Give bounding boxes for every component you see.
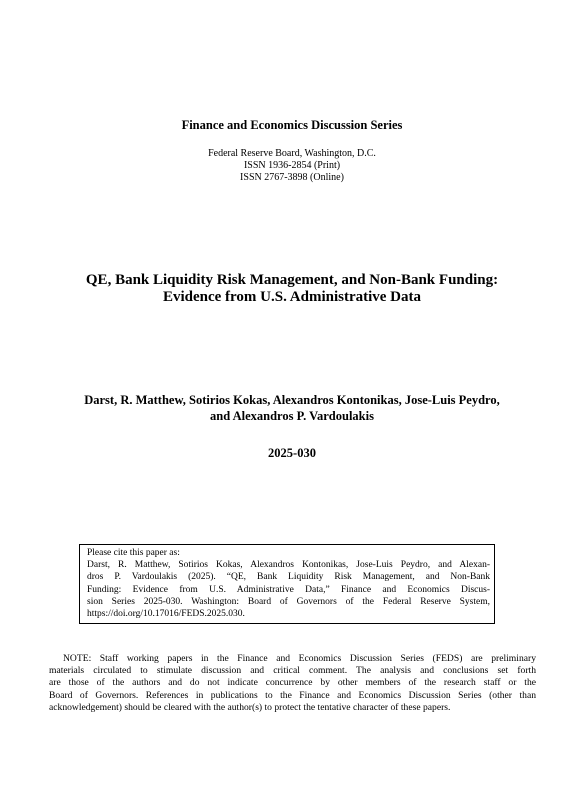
publisher-info (0, 148, 584, 184)
citation-line: Please cite this paper as: (87, 548, 180, 558)
paper-title-line: QE, Bank Liquidity Risk Management, and Non-Bank Funding: (85, 272, 499, 288)
authors-line: and Alexandros P. Vardoulakis (210, 408, 374, 423)
authors-line: Darst, R. Matthew, Sotirios Kokas, Alexandros Kontonikas, Jose-Luis Peydro, (84, 393, 500, 407)
paper-number: 2025-030 (268, 446, 316, 460)
issn-print: ISSN 1936-2854 (Print) (243, 160, 341, 171)
issn-online: ISSN 2767-3898 (Online) (240, 172, 344, 183)
citation-line: Funding: Evidence from U.S. Administrative Data,” Finance and Economics Discus- (87, 584, 490, 595)
citation-box (79, 544, 495, 624)
series-title: Finance and Economics Discussion Series (181, 118, 403, 132)
paper-title-line: Evidence from U.S. Administrative Data (162, 289, 422, 305)
citation-doi-link[interactable]: https://doi.org/10.17016/FEDS.2025.030. (87, 609, 245, 620)
staff-note (49, 653, 536, 714)
note-line: are those of the authors and do not indicate concurrence by other members of the research staff or the (49, 677, 536, 689)
citation-line: dros P. Vardoulakis (2025). “QE, Bank Liquidity Risk Management, and Non-Bank (87, 572, 490, 583)
note-line: Board of Governors. References in publications to the Finance and Economics Discussion Series (other than (49, 689, 536, 701)
citation-line: sion Series 2025-030. Washington: Board of Governors of the Federal Reserve System, (87, 596, 490, 607)
paper-title (0, 272, 584, 306)
publisher-location: Federal Reserve Board, Washington, D.C. (208, 148, 376, 159)
note-line: NOTE: Staff working papers in the Finance and Economics Discussion Series (FEDS) are preliminary (63, 653, 536, 664)
citation-line: Darst, R. Matthew, Sotirios Kokas, Alexandros Kontonikas, Jose-Luis Peydro, and Alexan- (87, 560, 490, 571)
authors (0, 393, 584, 424)
note-line: materials circulated to stimulate discussion and critical comment. The analysis and conclusions set forth (49, 665, 536, 677)
note-line: acknowledgement) should be cleared with the author(s) to protect the tentative character of these papers. (49, 701, 451, 713)
